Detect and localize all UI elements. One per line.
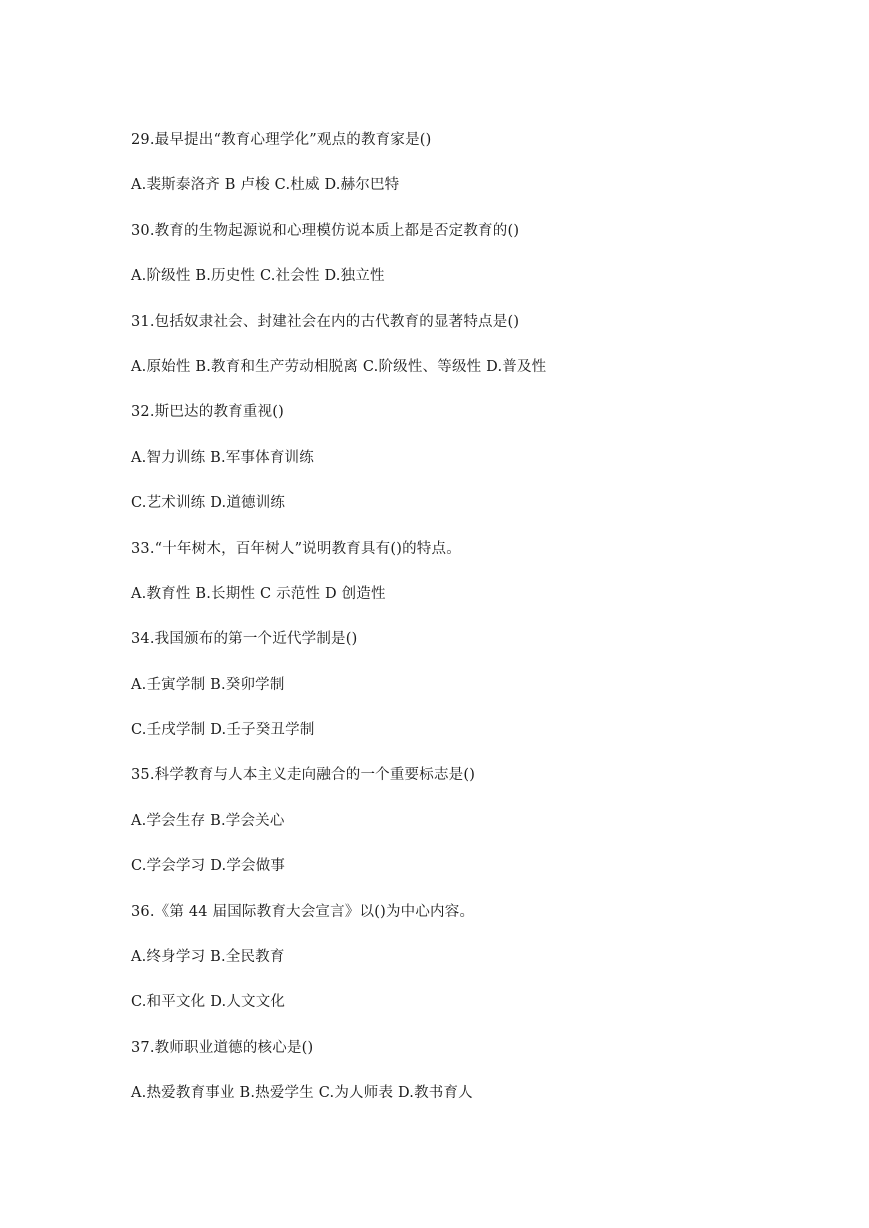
question-30: 30.教育的生物起源说和心理模仿说本质上都是否定教育的(): [131, 222, 520, 239]
options-35-cd: C.学会学习 D.学会做事: [131, 858, 286, 875]
question-29: 29.最早提出“教育心理学化”观点的教育家是(): [131, 132, 432, 148]
question-35: 35.科学教育与人本主义走向融合的一个重要标志是(): [131, 767, 476, 784]
question-33: 33.“十年树木，百年树人”说明教育具有()的特点。: [131, 540, 461, 557]
question-list: [131, 125, 831, 1124]
question-37: 37.教师职业道德的核心是(): [131, 1039, 314, 1056]
options-36-cd: C.和平文化 D.人文文化: [131, 994, 286, 1011]
question-31: 31.包括奴隶社会、封建社会在内的古代教育的显著特点是(): [131, 313, 520, 330]
options-34-cd: C.壬戌学制 D.壬子癸丑学制: [131, 722, 315, 739]
options-36-ab: A.终身学习 B.全民教育: [131, 949, 285, 966]
options-30: A.阶级性 B.历史性 C.社会性 D.独立性: [131, 268, 385, 285]
options-29: A.裴斯泰洛齐 B 卢梭 C.杜威 D.赫尔巴特: [131, 177, 400, 194]
options-32-ab: A.智力训练 B.军事体育训练: [131, 449, 314, 466]
options-32-cd: C.艺术训练 D.道德训练: [131, 495, 286, 512]
options-37: A.热爱教育事业 B.热爱学生 C.为人师表 D.教书育人: [131, 1085, 473, 1102]
question-32: 32.斯巴达的教育重视(): [131, 404, 284, 421]
question-34: 34.我国颁布的第一个近代学制是(): [131, 631, 358, 648]
options-31: A.原始性 B.教育和生产劳动相脱离 C.阶级性、等级性 D.普及性: [131, 358, 547, 375]
options-34-ab: A.壬寅学制 B.癸卯学制: [131, 676, 285, 693]
question-36: 36.《第 44 届国际教育大会宣言》以()为中心内容。: [131, 903, 475, 920]
options-33: A.教育性 B.长期性 C 示范性 D 创造性: [131, 585, 386, 602]
options-35-ab: A.学会生存 B.学会关心: [131, 812, 285, 829]
